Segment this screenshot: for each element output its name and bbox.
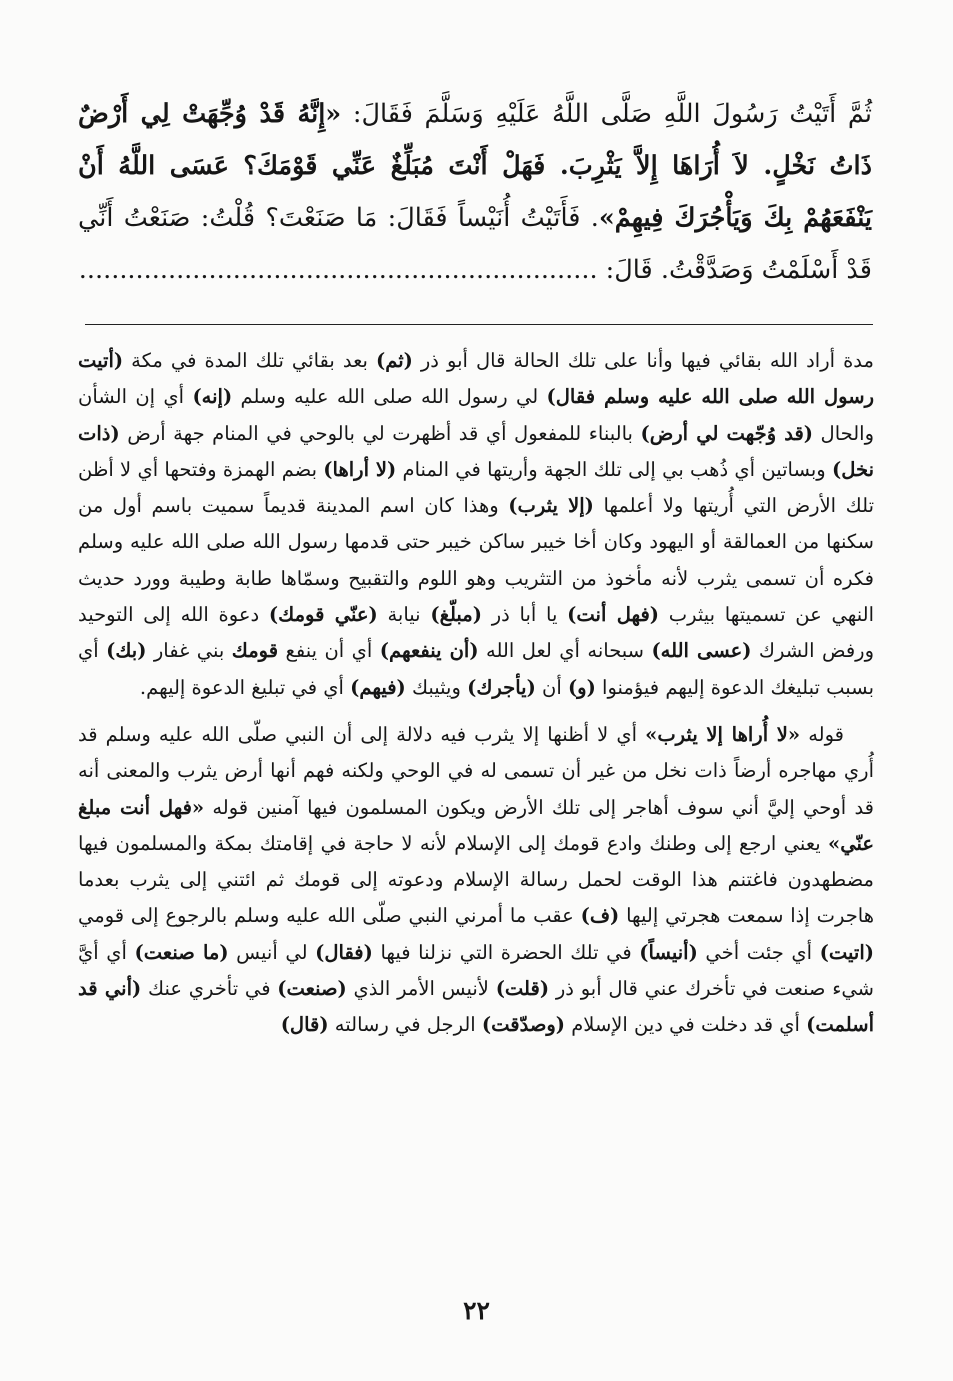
commentary-quote: «فهل أنت مبلغ عنّي» <box>78 795 874 855</box>
commentary-text: في تأخري عنك <box>141 977 278 1001</box>
commentary-text: أي أيَّ شيء صنعت في تأخرك عني قال أبو ذر <box>78 940 874 1001</box>
commentary-text: سبحانه أي لعل الله <box>478 639 652 663</box>
commentary-text: في تلك الحضرة التي نزلنا فيها <box>372 940 640 964</box>
commentary-text: وهذا كان اسم المدينة قديماً سميت باسم أول من سكنها من العمالقة أو اليهود وكان أخا خيبر ساكن خيبر حتى قدمها رسول الله صلى الله عليه وسلم فكره أن تسمى يثرب لأنه مأخوذ من التثريب وهو اللوم والتقبيح وسمّاها طابة وطيبة وورد حديث النهي عن تسميتها بيثرب <box>78 494 874 627</box>
commentary-text: عقب ما أمرني النبي صلّى الله عليه وسلم بالرجوع إلى قومي <box>78 904 581 928</box>
commentary-text: نيابة <box>377 603 431 627</box>
commentary-quote: (ما صنعت) <box>134 940 229 964</box>
commentary-text: لأنيس الأمر الذي <box>346 977 496 1001</box>
commentary-text: بالبناء للمفعول أي قد أظهرت لي بالوحي في المنام جهة أرض <box>119 421 641 445</box>
commentary-text: أي أن ينفع <box>278 639 380 663</box>
commentary-quote: (قد وُجّهت لي أرض) <box>640 421 814 445</box>
commentary-text: أن <box>535 675 568 699</box>
commentary-quote: (ذات نخل) <box>78 421 874 481</box>
commentary-text: أي إن الشأن والحال <box>78 385 875 445</box>
hadith-intro: ثُمَّ أَتَيْتُ رَسُولَ اللَّهِ صَلَّى اللَّهُ عَلَيْهِ وَسَلَّمَ فَقَالَ: <box>341 99 872 129</box>
commentary-paragraph-2 <box>78 717 874 1044</box>
commentary-quote: (فيهم) <box>350 675 406 699</box>
commentary-text: يا أبا ذر <box>481 603 568 627</box>
commentary-quote: (يأجرك) <box>467 675 536 699</box>
commentary-quote: (أن ينفعهم) <box>379 639 479 663</box>
commentary-text: أي بسبب تبليغك الدعوة إليهم فيؤمنوا <box>78 639 874 699</box>
commentary-quote: (فهل أنت) <box>567 603 659 627</box>
commentary-text: لي أنيس <box>228 940 316 964</box>
commentary-quote: قومك <box>231 639 279 663</box>
hadith-ellipsis: ................................................................ <box>78 255 598 285</box>
commentary-text: أي في تبليغ الدعوة إليهم. <box>139 675 351 699</box>
commentary-text: بعد بقائي تلك المدة في مكة <box>123 349 376 372</box>
commentary-quote: (صنعت) <box>277 977 347 1001</box>
commentary-quote: (اتيت) <box>819 940 874 964</box>
commentary-text: بضم الهمزة وفتحها أي لا أظن تلك الأرض التي أُريتها ولا أعلمها <box>78 457 874 518</box>
commentary-quote: (مبلّغ) <box>430 603 482 627</box>
commentary-quote: (فقال) <box>315 940 373 964</box>
commentary-quote: (أتيت رسول الله صلى الله عليه وسلم فقال) <box>78 349 874 409</box>
commentary-quote: (أني قد أسلمت) <box>78 977 874 1037</box>
commentary-text: الرجل في رسالته <box>328 1013 482 1037</box>
commentary-text: أي لا أظنها إلا يثرب فيه دلالة إلى أن النبي صلّى الله عليه وسلم قد أُري مهاجره أرضاً ذات نخل من غير أن تسمى له في الوحي ولكنه فهم أنها أرض يثرب والمعنى أنه قد أوحي إليَّ أني سوف أهاجر إلى تلك الأرض ويكون المسلمون فيها آمنين قوله <box>78 722 874 819</box>
hadith-continuation: . فَأَتَيْتُ أُنَيْساً فَقَالَ: مَا صَنَعْتَ؟ قُلْتُ: صَنَعْتُ أَنِّي قَدْ أَسْلَمْتُ وَصَدَّقْتُ. قَالَ: <box>78 203 872 285</box>
commentary-text: مدة أراد الله بقائي فيها وأنا على تلك الحالة قال أبو ذر <box>412 349 874 372</box>
commentary-quote: (إنه) <box>192 385 233 409</box>
commentary-text: وبساتين أي ذُهب بي إلى تلك الجهة وأريتها في المنام <box>396 457 832 481</box>
commentary-quote: (بك) <box>106 639 147 663</box>
hadith-prophet-quote: «إِنَّهُ قَدْ وُجِّهَتْ لِي أَرْضٌ ذَاتُ نَخْلٍ. لاَ أُرَاهَا إِلاَّ يَثْرِبَ. فَهَلْ أَنْتَ مُبَلِّغٌ عَنِّي قَوْمَكَ؟ عَسَى اللَّهُ أَنْ يَنْفَعَهُمْ بِكَ وَيَأْجُرَكَ فِيهِمْ» <box>78 99 872 233</box>
commentary-text: قوله <box>800 722 844 746</box>
commentary-text: دعوة الله إلى التوحيد ورفض الشرك <box>78 603 875 663</box>
commentary-quote: (ثم) <box>375 349 413 372</box>
commentary-text: أي قد دخلت في دين الإسلام <box>565 1013 807 1037</box>
footnote-separator-rule <box>85 324 873 325</box>
page-number: ٢٢ <box>463 1296 490 1325</box>
commentary-quote: «لا أُراها إلا يثرب» <box>645 722 801 746</box>
commentary-quote: (لا أراها) <box>323 457 397 481</box>
commentary-quote: (عنّي قومك) <box>268 603 378 627</box>
commentary-quote: (وصدّقت) <box>481 1013 566 1037</box>
commentary-quote: (و) <box>567 675 596 699</box>
commentary-text: أي جئت أخي <box>697 940 820 964</box>
commentary-quote: (أنيساً) <box>639 940 698 964</box>
commentary-text: يعني ارجع إلى وطنك وادع قومك إلى الإسلام لأنه لا حاجة في إقامتك بمكة والمسلمون فيها مضطهدون فاغتنم هذا الوقت لحمل رسالة الإسلام ودعوته إلى قومك ثم ائتني إلى يثرب بعدما هاجرت إذا سمعت هجرتي إليها <box>78 831 875 928</box>
commentary-quote: (عسى الله) <box>651 639 752 663</box>
commentary-text: بني غفار <box>146 639 232 663</box>
commentary-block <box>78 343 874 1044</box>
commentary-quote: (قال) <box>280 1013 329 1037</box>
hadith-text-block <box>78 88 872 296</box>
commentary-quote: (قلت) <box>495 977 550 1001</box>
commentary-quote: (إلا يثرب) <box>508 494 594 518</box>
commentary-text: لي رسول الله صلى الله عليه وسلم <box>232 385 547 409</box>
commentary-paragraph-1 <box>78 343 874 706</box>
hadith-paragraph <box>78 88 872 296</box>
commentary-quote: (ف) <box>580 904 620 928</box>
commentary-text: ويثيبك <box>405 675 468 699</box>
